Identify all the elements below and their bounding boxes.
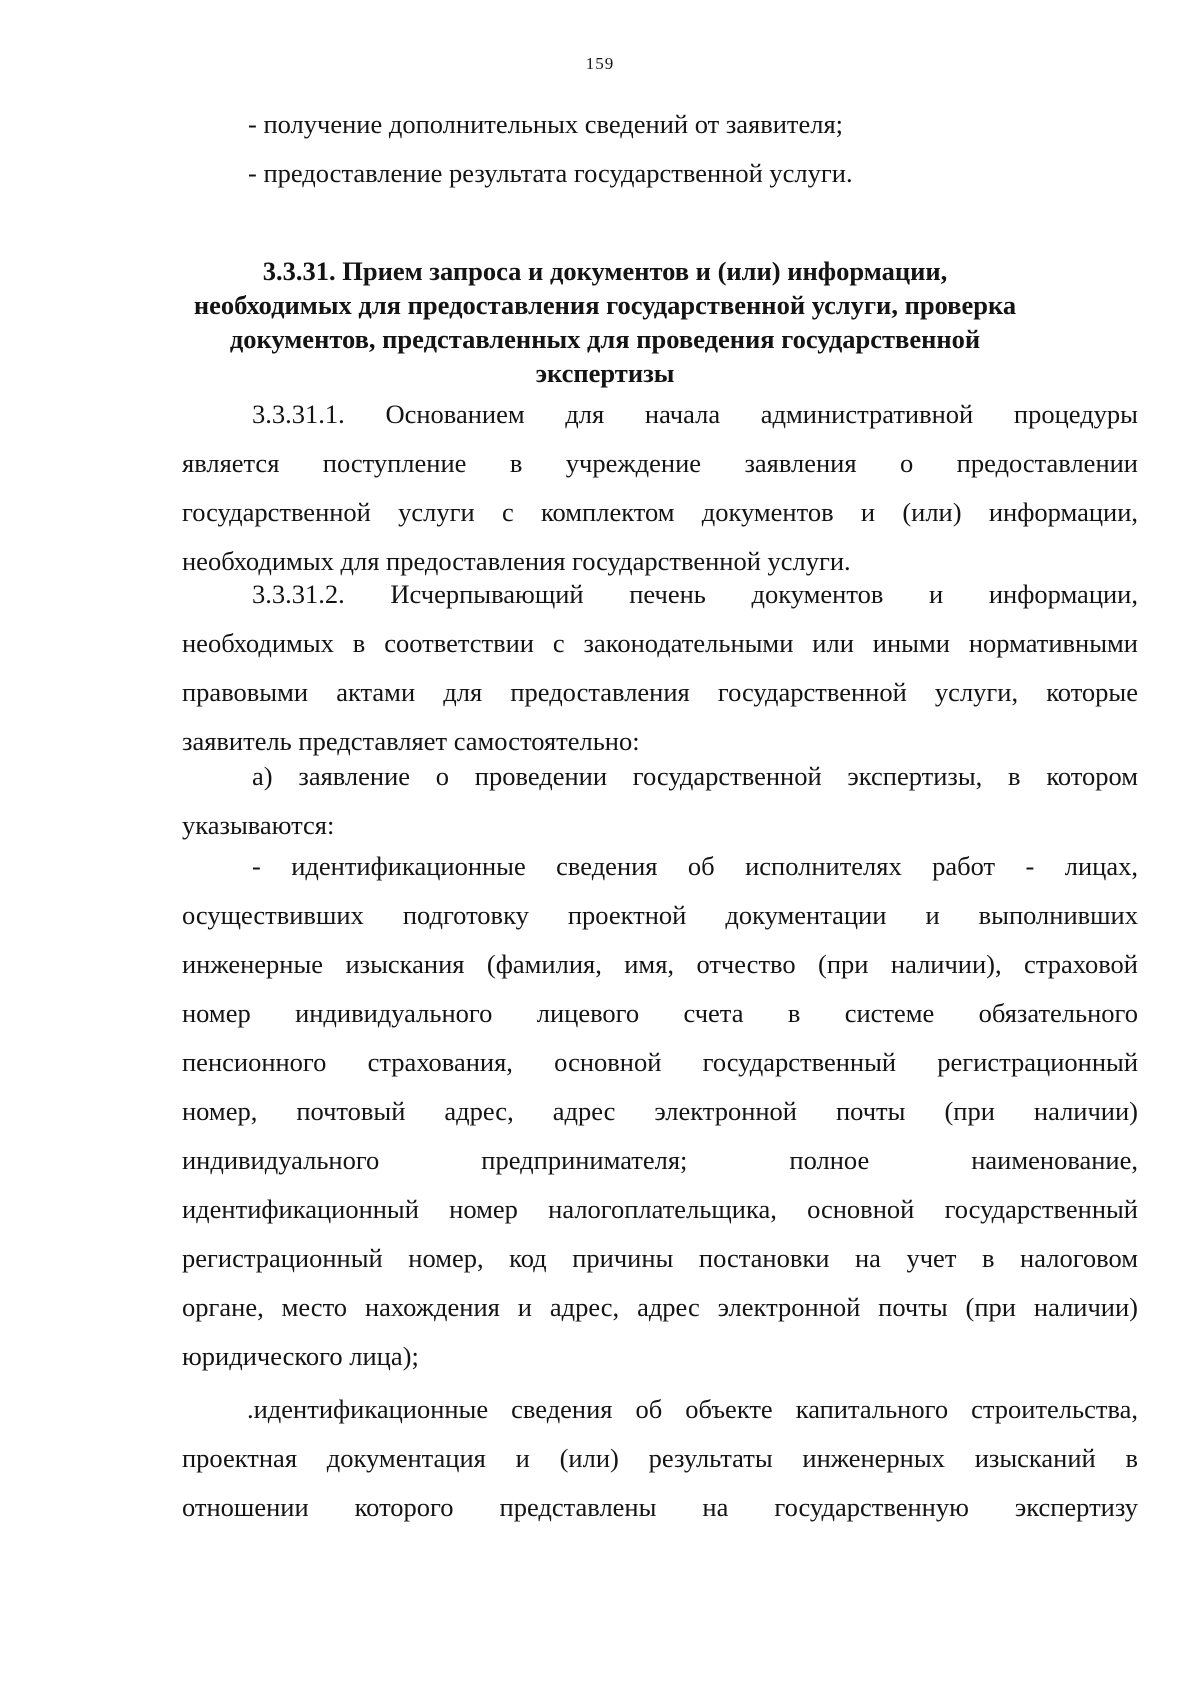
- paragraph-3-3-31-2: [182, 570, 1138, 766]
- text-line: необходимых для предоставления государственной услуги.: [182, 546, 851, 576]
- heading-line: документов, представленных для проведения государственной: [229, 324, 981, 354]
- text-line: инженерные изыскания (фамилия, имя, отчество (при наличии), страховой: [182, 949, 1138, 979]
- text-line: а) заявление о проведении государственной экспертизы, в котором: [252, 761, 1138, 791]
- text-line: государственной услуги с комплектом документов и (или) информации,: [182, 497, 1138, 527]
- heading-line: необходимых для предоставления государственной услуги, проверка: [193, 290, 1017, 320]
- heading-line: экспертизы: [535, 358, 675, 388]
- text-line: .идентификационные сведения об объекте капитального строительства,: [247, 1394, 1138, 1424]
- heading-line: 3.3.31. Прием запроса и документов и (или) информации,: [262, 256, 948, 286]
- section-heading: [180, 254, 1030, 390]
- bullet-item: - предоставление результата государственной услуги.: [248, 158, 853, 188]
- text-line: номер индивидуального лицевого счета в системе обязательного: [182, 998, 1138, 1028]
- text-line: индивидуального предпринимателя; полное наименование,: [182, 1145, 1138, 1175]
- text-line: проектная документация и (или) результаты инженерных изысканий в: [182, 1443, 1138, 1473]
- text-line: необходимых в соответствии с законодательными или иными нормативными: [182, 628, 1138, 658]
- text-line: 3.3.31.1. Основанием для начала административной процедуры: [252, 399, 1138, 429]
- text-line: отношении которого представлены на государственную экспертизу: [182, 1492, 1138, 1522]
- text-line: идентификационный номер налогоплательщика, основной государственный: [182, 1194, 1138, 1224]
- paragraph-object: [182, 1385, 1138, 1532]
- paragraph-3-3-31-1: [182, 390, 1138, 586]
- text-line: регистрационный номер, код причины постановки на учет в налоговом: [182, 1243, 1138, 1273]
- bullet-item: - получение дополнительных сведений от заявителя;: [248, 109, 844, 139]
- text-line: юридического лица);: [182, 1341, 419, 1371]
- text-line: указываются:: [182, 810, 335, 840]
- text-line: является поступление в учреждение заявления о предоставлении: [182, 448, 1138, 478]
- text-line: осуществивших подготовку проектной документации и выполнивших: [182, 900, 1138, 930]
- text-line: 3.3.31.2. Исчерпывающий печень документов и информации,: [252, 579, 1138, 609]
- text-line: заявитель представляет самостоятельно:: [182, 726, 640, 756]
- text-line: номер, почтовый адрес, адрес электронной почты (при наличии): [182, 1096, 1138, 1126]
- text-line: правовыми актами для предоставления государственной услуги, которые: [182, 677, 1138, 707]
- paragraph-executors: [182, 842, 1138, 1381]
- page-number: 159: [585, 54, 615, 73]
- text-line: пенсионного страхования, основной государственный регистрационный: [182, 1047, 1138, 1077]
- text-line: органе, место нахождения и адрес, адрес электронной почты (при наличии): [182, 1292, 1138, 1322]
- paragraph-item-a: [182, 752, 1138, 850]
- text-line: - идентификационные сведения об исполнителях работ - лицах,: [252, 851, 1138, 881]
